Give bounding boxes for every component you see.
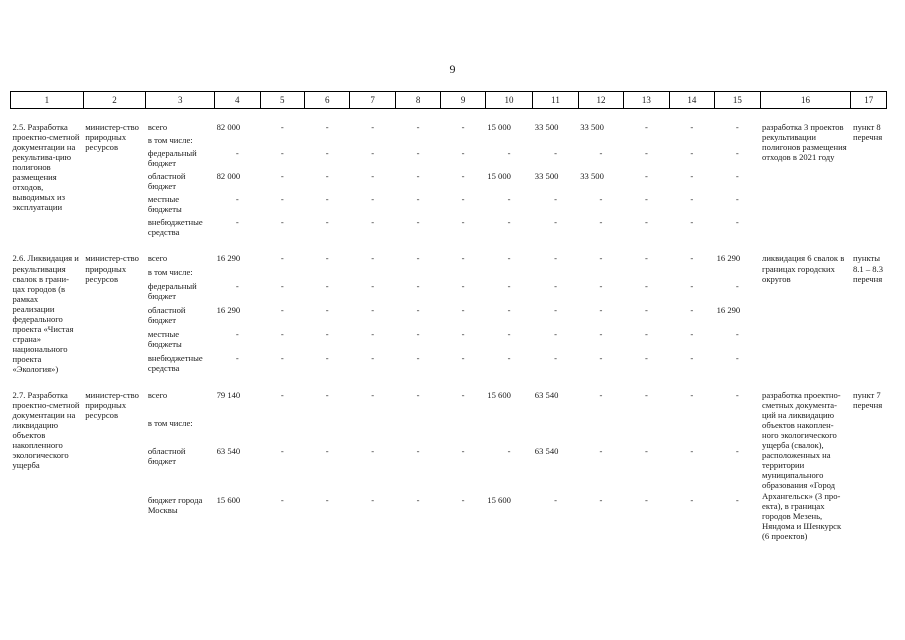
amount-cell [578,135,623,148]
amount-cell: - [690,328,694,339]
amount-cell: - [599,445,603,456]
amount-cell: 33 500 [534,171,559,182]
amount-cell: - [416,171,420,182]
amount-cell [350,135,395,148]
amount-cell: - [690,304,694,315]
funding-source: в том числе: [147,417,193,428]
amount-cell: - [690,194,694,205]
amount-cell: - [371,253,375,264]
column-header: 12 [578,92,623,109]
amount-cell: - [644,445,648,456]
amount-cell: - [280,494,284,505]
amount-cell [715,267,760,281]
responsible-executor: министер-ство природных ресурсов [85,122,139,153]
amount-cell: - [371,390,375,401]
amount-cell: - [280,352,284,363]
amount-cell: - [461,194,465,205]
amount-cell: - [507,194,511,205]
amount-cell: - [280,122,284,132]
amount-cell: - [735,328,739,339]
amount-cell: 63 540 [216,445,241,456]
amount-cell: - [554,352,557,363]
amount-cell: - [554,328,557,339]
amount-cell: - [416,148,420,159]
amount-cell: - [690,445,694,456]
amount-cell: 15 000 [487,122,511,132]
amount-cell [669,418,714,446]
amount-cell [669,267,714,281]
amount-cell: - [554,494,557,505]
amount-cell: - [280,445,284,456]
amount-cell: - [325,390,329,401]
amount-cell: - [371,217,375,228]
table-row [11,390,887,418]
table-row [11,253,887,267]
amount-cell: - [507,445,511,456]
amount-cell [578,267,623,281]
amount-cell: - [416,304,420,315]
column-header: 14 [669,92,714,109]
amount-cell: - [690,280,694,291]
amount-cell: - [599,352,603,363]
funding-source: областной бюджет [147,304,186,325]
amount-cell: - [235,217,239,228]
amount-cell: - [507,148,511,159]
amount-cell: - [325,171,329,182]
column-header: 1 [11,92,84,109]
list-reference: пункты 8.1 – 8.3 перечня [852,253,884,284]
amount-cell: - [507,253,511,264]
amount-cell: - [599,280,603,291]
column-header: 7 [350,92,395,109]
amount-cell: - [235,280,239,291]
amount-cell: - [644,171,648,182]
expected-result: разработка 3 проектов рекультивации полигонов размещения отходов в 2021 году [762,122,847,163]
amount-cell: - [599,390,603,401]
amount-cell: - [461,280,465,291]
amount-cell: - [280,217,284,228]
amount-cell: - [690,390,694,401]
column-header: 17 [851,92,887,109]
amount-cell: - [461,148,465,159]
amount-cell: - [554,304,557,315]
amount-cell: - [735,122,739,132]
amount-cell: - [554,280,557,291]
amount-cell: 82 000 [216,122,241,132]
amount-cell: - [461,304,465,315]
amount-cell [533,418,578,446]
amount-cell [624,418,669,446]
responsible-executor: министер-ство природных ресурсов [85,253,139,284]
amount-cell: - [416,445,420,456]
amount-cell [215,418,260,446]
amount-cell: - [599,494,603,505]
amount-cell: - [416,217,420,228]
funding-source: всего [147,122,168,132]
amount-cell: - [644,304,648,315]
amount-cell: - [461,253,465,264]
amount-cell [260,418,304,446]
amount-cell: - [690,171,694,182]
column-header: 2 [83,92,146,109]
amount-cell: 33 500 [580,122,604,132]
amount-cell: 16 290 [216,304,241,315]
amount-cell: - [325,194,329,205]
amount-cell: - [280,390,284,401]
funding-source: всего [147,253,168,264]
amount-cell [350,418,395,446]
amount-cell: - [554,194,557,205]
amount-cell: - [644,390,648,401]
responsible-executor: министер-ство природных ресурсов [85,390,139,421]
amount-cell [485,135,532,148]
amount-cell: - [325,253,329,264]
amount-cell: - [507,328,511,339]
amount-cell [715,418,760,446]
amount-cell: - [416,194,420,205]
funding-source: областной бюджет [147,171,186,192]
amount-cell: - [507,304,511,315]
amount-cell: 15 600 [216,494,241,505]
amount-cell: - [371,194,375,205]
table-body [11,109,887,544]
amount-cell: - [325,280,329,291]
amount-cell [624,135,669,148]
amount-cell: - [690,148,694,159]
amount-cell: - [371,494,375,505]
column-header: 6 [304,92,349,109]
amount-cell: - [280,253,284,264]
activity-name: 2.6. Ликвидация и рекультивация свалок в грани-цах городов (в рамках реализации федерального проекта «Чистая страна» национального проекта «Экология») [12,253,79,374]
funding-source: всего [147,390,168,401]
spacer-row [11,109,887,123]
spacer-row [11,240,887,253]
column-header: 15 [715,92,760,109]
amount-cell: 16 290 [216,253,241,264]
funding-source: федеральный бюджет [147,280,197,301]
amount-cell: - [735,445,739,456]
amount-cell [260,135,304,148]
spacer-row [11,377,887,390]
amount-cell: - [461,122,465,132]
amount-cell: - [280,148,284,159]
amount-cell [485,267,532,281]
amount-cell [669,135,714,148]
amount-cell: - [280,194,284,205]
amount-cell: - [507,280,511,291]
column-header: 11 [533,92,578,109]
amount-cell [441,418,485,446]
amount-cell [395,418,440,446]
amount-cell: - [735,280,739,291]
amount-cell: - [554,253,557,264]
column-header: 8 [395,92,440,109]
amount-cell: - [235,328,239,339]
amount-cell: - [416,253,420,264]
amount-cell: - [416,280,420,291]
expected-result: разработка проектно-сметных документа-ций на ликвидацию объектов накоплен-ного экологического ущерба (свалок), расположенных на территории муниципального образования «Город Архангельск» (3 про-екта), в границах городов Мезень, Няндома и Шенкурск (6 проектов) [762,390,842,541]
amount-cell: - [371,148,375,159]
page-number: 9 [449,62,456,76]
amount-cell: - [690,494,694,505]
amount-cell: - [235,194,239,205]
amount-cell: - [644,494,648,505]
amount-cell: - [690,253,694,264]
amount-cell: 15 600 [487,494,511,505]
column-header: 10 [485,92,532,109]
amount-cell [395,135,440,148]
amount-cell: - [644,122,648,132]
amount-cell: - [461,445,465,456]
amount-cell: - [325,217,329,228]
column-header: 5 [260,92,304,109]
amount-cell [215,135,260,148]
amount-cell: - [280,304,284,315]
amount-cell: - [644,217,648,228]
amount-cell: - [325,148,329,159]
amount-cell: - [280,171,284,182]
amount-cell: 63 540 [534,445,559,456]
amount-cell: - [735,194,739,205]
amount-cell [624,267,669,281]
amount-cell: - [644,352,648,363]
amount-cell [441,135,485,148]
amount-cell: - [644,280,648,291]
amount-cell: 15 000 [487,171,511,182]
amount-cell: - [371,122,375,132]
amount-cell: - [371,304,375,315]
amount-cell: - [416,122,420,132]
amount-cell: - [416,390,420,401]
amount-cell [304,267,349,281]
amount-cell: - [644,253,648,264]
amount-cell: - [599,328,603,339]
amount-cell: - [235,148,239,159]
funding-source: местные бюджеты [147,328,182,349]
amount-cell: - [461,171,465,182]
amount-cell [441,267,485,281]
amount-cell [260,267,304,281]
amount-cell: - [599,304,603,315]
amount-cell: - [554,217,557,228]
amount-cell: 33 500 [580,171,604,182]
amount-cell [395,267,440,281]
amount-cell [304,135,349,148]
amount-cell: - [461,494,465,505]
amount-cell [533,267,578,281]
amount-cell: - [599,253,603,264]
funding-source: областной бюджет [147,445,186,466]
amount-cell: - [371,352,375,363]
activity-name: 2.7. Разработка проектно-сметной документации на ликвидацию объектов накопленного экологического ущерба [12,390,80,471]
amount-cell: - [599,217,603,228]
amount-cell [350,267,395,281]
funding-source: в том числе: [147,267,193,278]
amount-cell: - [461,390,465,401]
amount-cell [215,267,260,281]
amount-cell: 16 290 [716,304,741,315]
amount-cell: - [371,445,375,456]
amount-cell: 15 600 [487,390,511,401]
amount-cell: - [235,352,239,363]
amount-cell: - [461,328,465,339]
amount-cell: - [599,148,603,159]
amount-cell: - [599,194,603,205]
amount-cell: - [325,122,329,132]
amount-cell: 79 140 [216,390,241,401]
amount-cell: 63 540 [534,390,559,401]
amount-cell [578,418,623,446]
amount-cell: - [371,171,375,182]
amount-cell: 16 290 [716,253,741,264]
amount-cell: - [461,352,465,363]
amount-cell: - [325,494,329,505]
amount-cell: - [416,494,420,505]
column-header: 13 [624,92,669,109]
amount-cell: - [690,217,694,228]
amount-cell [304,418,349,446]
amount-cell: - [644,328,648,339]
amount-cell: - [280,328,284,339]
amount-cell: - [735,217,739,228]
column-header: 9 [441,92,485,109]
funding-source: внебюджетные средства [147,217,203,238]
amount-cell: - [280,280,284,291]
amount-cell: - [325,445,329,456]
amount-cell: - [735,390,739,401]
amount-cell: - [735,171,739,182]
list-reference: пункт 8 перечня [852,122,883,143]
header-row [11,92,887,109]
activity-name: 2.5. Разработка проектно-сметной документации на рекультива-цию полигонов размещения отходов, выводимых из эксплуатации [12,122,80,213]
amount-cell: - [416,352,420,363]
funding-source: бюджет города Москвы [147,494,203,515]
amount-cell: - [325,304,329,315]
column-header: 16 [760,92,851,109]
table-row [11,122,887,135]
funding-source: местные бюджеты [147,194,182,215]
amount-cell: - [735,148,739,159]
column-header: 4 [215,92,260,109]
amount-cell: - [416,328,420,339]
amount-cell: - [690,122,694,132]
funding-source: федеральный бюджет [147,148,197,169]
amount-cell: - [371,280,375,291]
amount-cell: - [325,352,329,363]
amount-cell: - [735,352,739,363]
column-header: 3 [146,92,215,109]
amount-cell: - [507,217,511,228]
funding-source: в том числе: [147,135,193,146]
amount-cell: - [644,148,648,159]
amount-cell: - [461,217,465,228]
expected-result: ликвидация 6 свалок в границах городских округов [762,253,845,284]
amount-cell: 82 000 [216,171,241,182]
amount-cell [715,135,760,148]
funding-source: внебюджетные средства [147,352,203,373]
amount-cell: - [325,328,329,339]
amount-cell: - [554,148,557,159]
amount-cell: - [371,328,375,339]
amount-cell: - [644,194,648,205]
list-reference: пункт 7 перечня [852,390,883,411]
amount-cell: - [735,494,739,505]
amount-cell: - [507,352,511,363]
amount-cell [485,418,532,446]
program-table [10,91,887,544]
amount-cell [533,135,578,148]
amount-cell: 33 500 [534,122,559,132]
amount-cell: - [690,352,694,363]
